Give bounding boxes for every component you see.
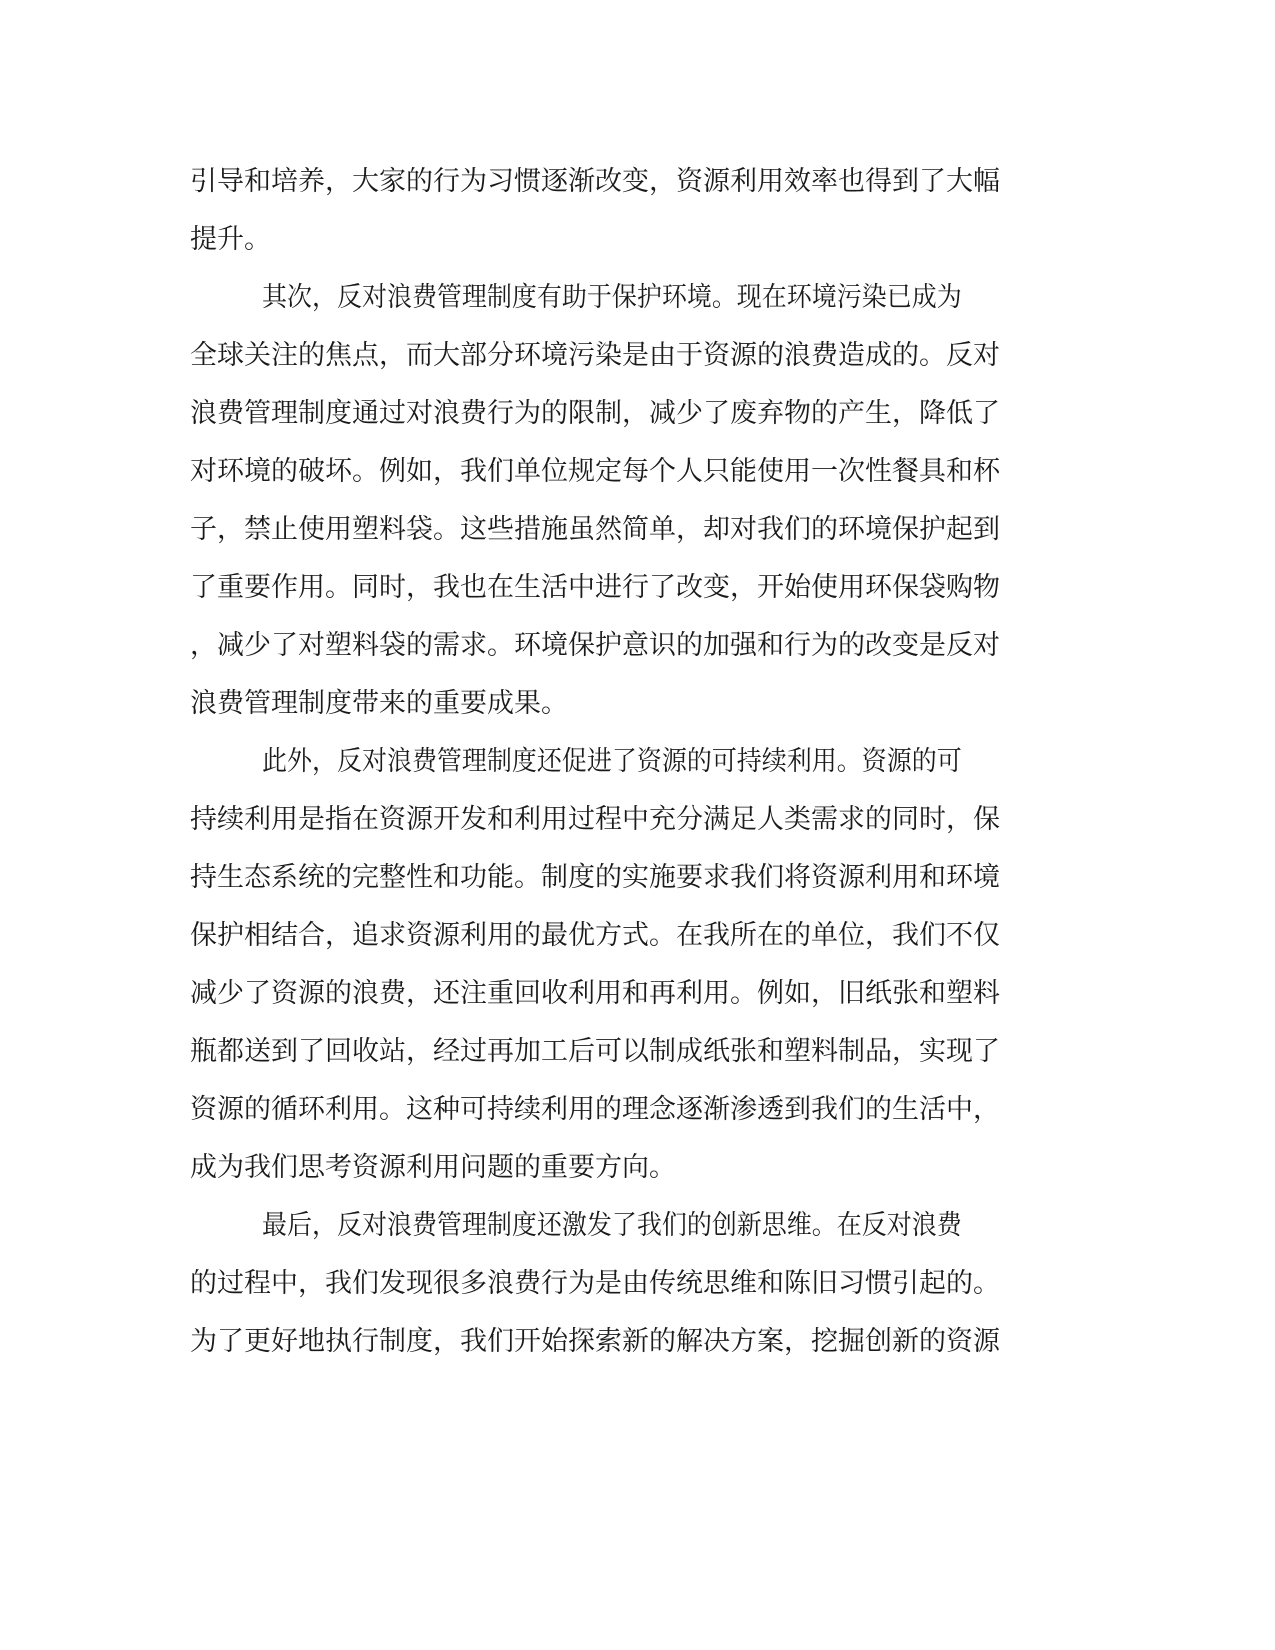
paragraph-start-line: 最后，反对浪费管理制度还激发了我们的创新思维。在反对浪费 — [262, 1210, 962, 1241]
paragraph-start-line: 其次，反对浪费管理制度有助于保护环境。现在环境污染已成为 — [262, 282, 962, 313]
text-line: 保护相结合，追求资源利用的最优方式。在我所在的单位，我们不仅 — [190, 920, 1000, 951]
text-line: 浪费管理制度带来的重要成果。 — [190, 688, 568, 719]
text-line: 成为我们思考资源利用问题的重要方向。 — [190, 1152, 676, 1183]
text-line: 提升。 — [190, 224, 271, 255]
text-line: 持续利用是指在资源开发和利用过程中充分满足人类需求的同时，保 — [190, 804, 1000, 835]
text-line: 的过程中，我们发现很多浪费行为是由传统思维和陈旧习惯引起的。 — [190, 1268, 1000, 1299]
text-line: 为了更好地执行制度，我们开始探索新的解决方案，挖掘创新的资源 — [190, 1326, 1000, 1357]
text-line: ，减少了对塑料袋的需求。环境保护意识的加强和行为的改变是反对 — [190, 630, 1000, 661]
text-line: 子，禁止使用塑料袋。这些措施虽然简单，却对我们的环境保护起到 — [190, 514, 1000, 545]
text-line: 持生态系统的完整性和功能。制度的实施要求我们将资源利用和环境 — [190, 862, 1000, 893]
text-line: 了重要作用。同时，我也在生活中进行了改变，开始使用环保袋购物 — [190, 572, 1000, 603]
text-line: 引导和培养，大家的行为习惯逐渐改变，资源利用效率也得到了大幅 — [190, 166, 1000, 197]
text-line: 全球关注的焦点，而大部分环境污染是由于资源的浪费造成的。反对 — [190, 340, 1000, 371]
text-line: 对环境的破坏。例如，我们单位规定每个人只能使用一次性餐具和杯 — [190, 456, 1000, 487]
text-line: 浪费管理制度通过对浪费行为的限制，减少了废弃物的产生，降低了 — [190, 398, 1000, 429]
text-line: 减少了资源的浪费，还注重回收利用和再利用。例如，旧纸张和塑料 — [190, 978, 1000, 1009]
paragraph-start-line: 此外，反对浪费管理制度还促进了资源的可持续利用。资源的可 — [262, 746, 962, 777]
text-line: 瓶都送到了回收站，经过再加工后可以制成纸张和塑料制品，实现了 — [190, 1036, 1000, 1067]
text-line: 资源的循环利用。这种可持续利用的理念逐渐渗透到我们的生活中， — [190, 1094, 1000, 1125]
